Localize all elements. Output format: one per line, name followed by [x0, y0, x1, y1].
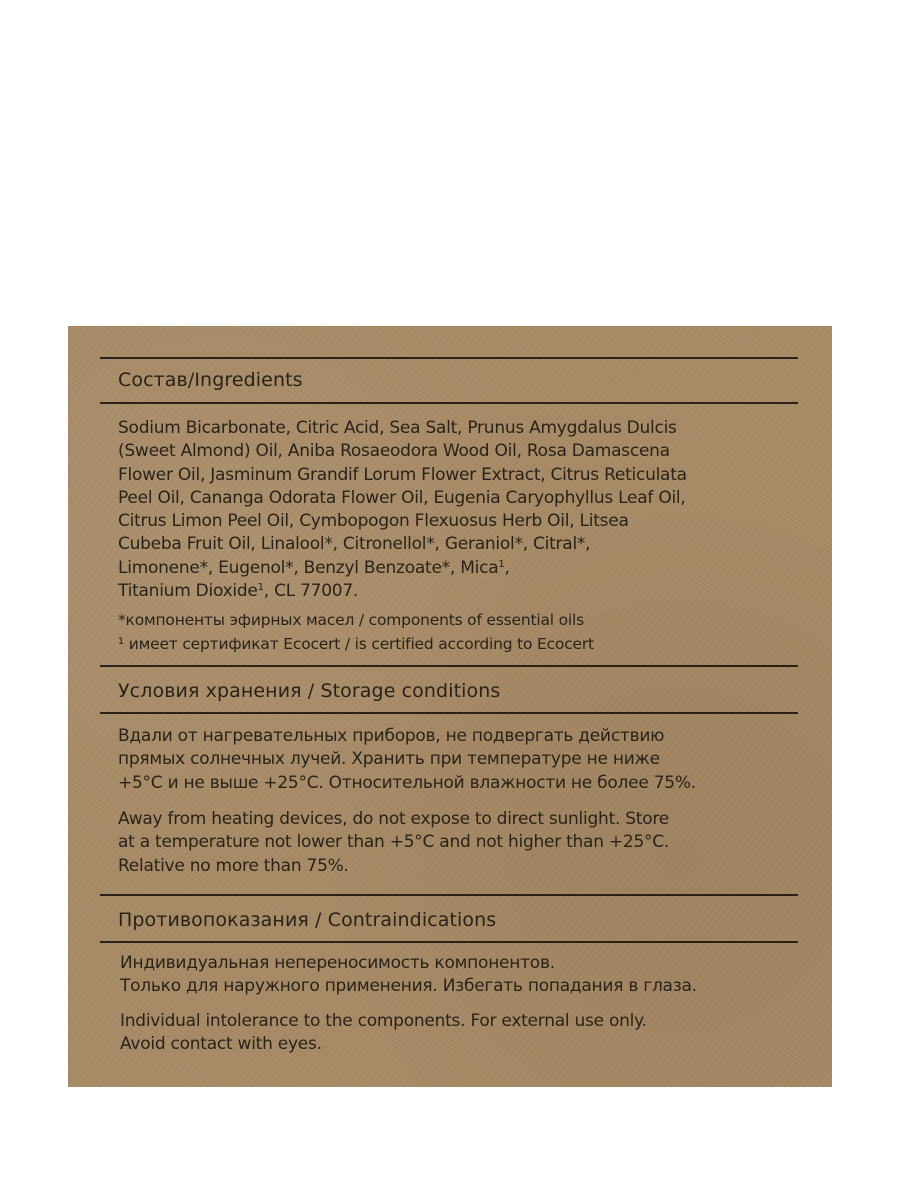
- ingredients-heading: Состав/Ingredients: [118, 369, 303, 391]
- ingredients-line: Sodium Bicarbonate, Citric Acid, Sea Salt, Prunus Amygdalus Dulcis: [118, 418, 677, 438]
- storage-line: +5°С и не выше +25°С. Относительной влажности не более 75%.: [118, 772, 696, 793]
- ingredients-text: ,: [504, 557, 510, 578]
- ecocert-note: ¹ имеет сертификат Ecocert / is certified according to Ecocert: [118, 635, 594, 653]
- contraindications-line: Индивидуальная непереносимость компонентов.: [120, 953, 555, 973]
- contraindications-line: Только для наружного применения. Избегать попадания в глаза.: [120, 976, 697, 997]
- ingredients-line: Peel Oil, Cananga Odorata Flower Oil, Eugenia Caryophyllus Leaf Oil,: [118, 487, 686, 508]
- divider-ingredients: [100, 402, 798, 404]
- ingredients-list: [118, 417, 808, 603]
- ingredients-line: Cubeba Fruit Oil, Linalool*, Citronellol*, Geraniol*, Citral*,: [118, 534, 591, 555]
- storage-line: at a temperature not lower than +5°C and not higher than +25°C.: [118, 832, 670, 853]
- contraindications-text-en: [120, 1010, 810, 1057]
- contraindications-heading: Противопоказания / Contraindications: [118, 909, 497, 931]
- storage-heading: Условия хранения / Storage conditions: [118, 680, 501, 702]
- storage-text-ru: [118, 725, 808, 795]
- ingredients-line: [118, 580, 808, 603]
- contraindications-line: Avoid contact with eyes.: [120, 1034, 322, 1055]
- storage-line: Away from heating devices, do not expose to direct sunlight. Store: [118, 809, 669, 829]
- storage-line: Вдали от нагревательных приборов, не подвергать действию: [118, 726, 665, 746]
- contraindications-line: Individual intolerance to the components. For external use only.: [120, 1011, 647, 1031]
- storage-line: прямых солнечных лучей. Хранить при температуре не ниже: [118, 749, 660, 770]
- ingredients-line: [118, 557, 808, 580]
- ingredients-line: Flower Oil, Jasminum Grandif Lorum Flower Extract, Citrus Reticulata: [118, 464, 687, 485]
- divider-contra: [100, 941, 798, 943]
- ingredients-text: , CL 77007.: [263, 581, 359, 602]
- essential-oils-note: *компоненты эфирных масел / components of essential oils: [118, 611, 584, 629]
- storage-line: Relative no more than 75%.: [118, 855, 349, 876]
- ingredients-text: Limonene*, Eugenol*, Benzyl Benzoate*, Mica: [118, 557, 499, 578]
- footnote-marker: 1: [498, 558, 505, 570]
- kraft-label-panel: [68, 326, 832, 1087]
- divider-top: [100, 357, 798, 359]
- contraindications-text-ru: [120, 952, 810, 999]
- ingredients-text: Titanium Dioxide: [118, 581, 258, 602]
- ingredients-line: Citrus Limon Peel Oil, Cymbopogon Flexuosus Herb Oil, Litsea: [118, 511, 629, 532]
- divider-storage-top: [100, 665, 798, 667]
- divider-storage: [100, 712, 798, 714]
- divider-contra-top: [100, 894, 798, 896]
- storage-text-en: [118, 808, 808, 878]
- ingredients-line: (Sweet Almond) Oil, Aniba Rosaeodora Wood Oil, Rosa Damascena: [118, 441, 670, 462]
- footnote-marker: 1: [257, 582, 264, 594]
